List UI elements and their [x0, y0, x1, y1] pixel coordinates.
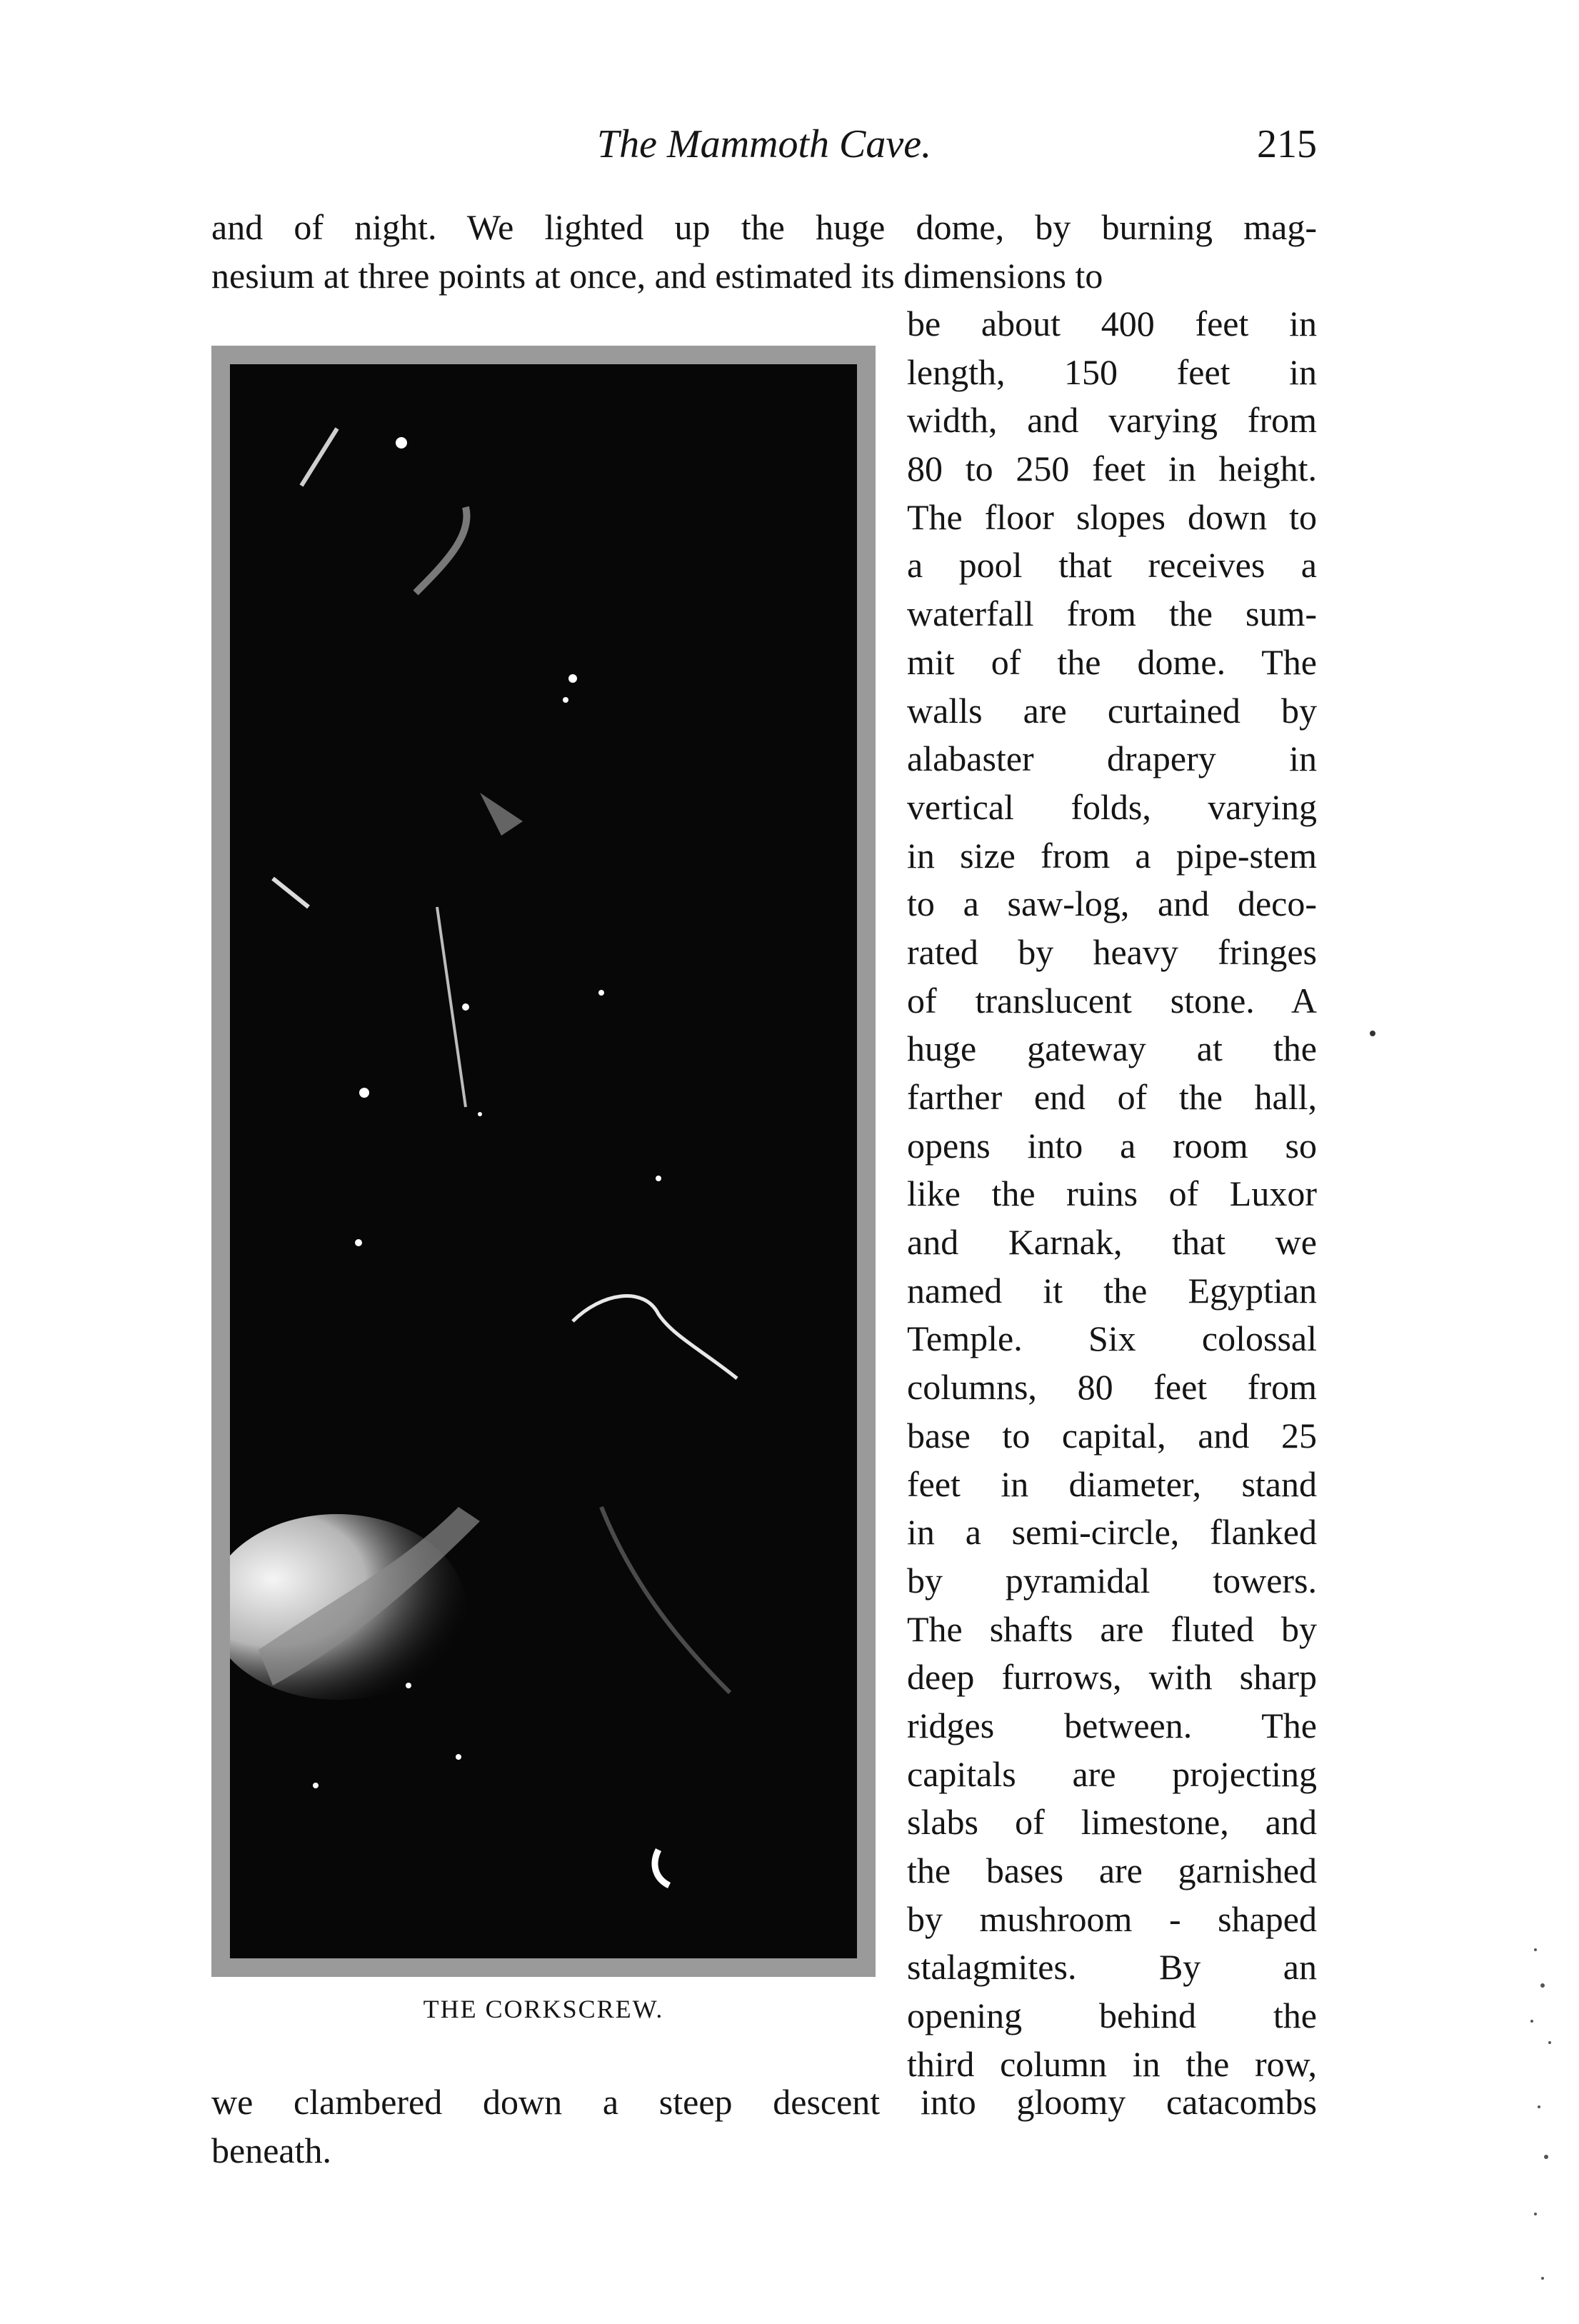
text-line: like the ruins of Luxor [907, 1173, 1317, 1214]
text-line: feet in diameter, stand [907, 1463, 1317, 1504]
text-line: opening behind the [907, 1995, 1317, 2036]
text-line: waterfall from the sum- [907, 593, 1317, 634]
text-line: alabaster drapery in [907, 738, 1317, 779]
text-line: opens into a room so [907, 1125, 1317, 1166]
text-line: be about 400 feet in [907, 304, 1317, 344]
text-line: to a saw-log, and deco- [907, 883, 1317, 924]
cave-scene-art [230, 364, 857, 1958]
text-line: ridges between. The [907, 1705, 1317, 1745]
text-line: third column in the row, [907, 2043, 1317, 2084]
text-line: columns, 80 feet from [907, 1367, 1317, 1408]
text-line: nesium at three points at once, and estimated its dimensions to [211, 255, 1103, 296]
text-line: in size from a pipe-stem [907, 835, 1317, 876]
page-number: 215 [1257, 122, 1317, 166]
text-line: mit of the dome. The [907, 641, 1317, 682]
text-line: walls are curtained by [907, 690, 1317, 731]
ink-speck [1368, 1028, 1378, 1038]
text-line: in a semi-circle, flanked [907, 1512, 1317, 1553]
text-bottom [211, 2078, 1317, 2175]
text-line: Temple. Six colossal [907, 1318, 1317, 1359]
text-line: farther end of the hall, [907, 1077, 1317, 1117]
text-line: a pool that receives a [907, 545, 1317, 586]
text-line: the bases are garnished [907, 1850, 1317, 1890]
text-line: rated by heavy fringes [907, 931, 1317, 972]
figure-caption: THE CORKSCREW. [423, 1995, 664, 2023]
text-line: The shafts are fluted by [907, 1608, 1317, 1649]
text-line: stalagmites. By an [907, 1947, 1317, 1988]
text-line: we clambered down a steep descent into gloomy catacombs [211, 2082, 1317, 2122]
text-line: length, 150 feet in [907, 351, 1317, 392]
engraving-plate [211, 346, 876, 1977]
text-line: by pyramidal towers. [907, 1560, 1317, 1601]
text-beside-figure [907, 300, 1317, 2088]
text-line: capitals are projecting [907, 1753, 1317, 1794]
page-header [211, 121, 1317, 186]
text-line: base to capital, and 25 [907, 1415, 1317, 1456]
text-line: huge gateway at the [907, 1028, 1317, 1069]
corkscrew-illustration [211, 346, 876, 2023]
running-title: The Mammoth Cave. [596, 122, 932, 166]
text-line: deep furrows, with sharp [907, 1657, 1317, 1698]
text-line: named it the Egyptian [907, 1270, 1317, 1311]
text-line: slabs of limestone, and [907, 1802, 1317, 1843]
cave-engraving [230, 364, 857, 1958]
text-top [211, 204, 1317, 300]
text-line: and of night. We lighted up the huge dome, by burning mag- [211, 207, 1317, 247]
text-line: and Karnak, that we [907, 1222, 1317, 1263]
text-line: width, and varying from [907, 400, 1317, 441]
edge-specks [1514, 1943, 1578, 2314]
text-line: The floor slopes down to [907, 496, 1317, 537]
text-line: beneath. [211, 2130, 331, 2170]
text-line: 80 to 250 feet in height. [907, 449, 1317, 489]
text-line: by mushroom - shaped [907, 1898, 1317, 1939]
text-line: vertical folds, varying [907, 786, 1317, 827]
text-line: of translucent stone. A [907, 980, 1317, 1021]
